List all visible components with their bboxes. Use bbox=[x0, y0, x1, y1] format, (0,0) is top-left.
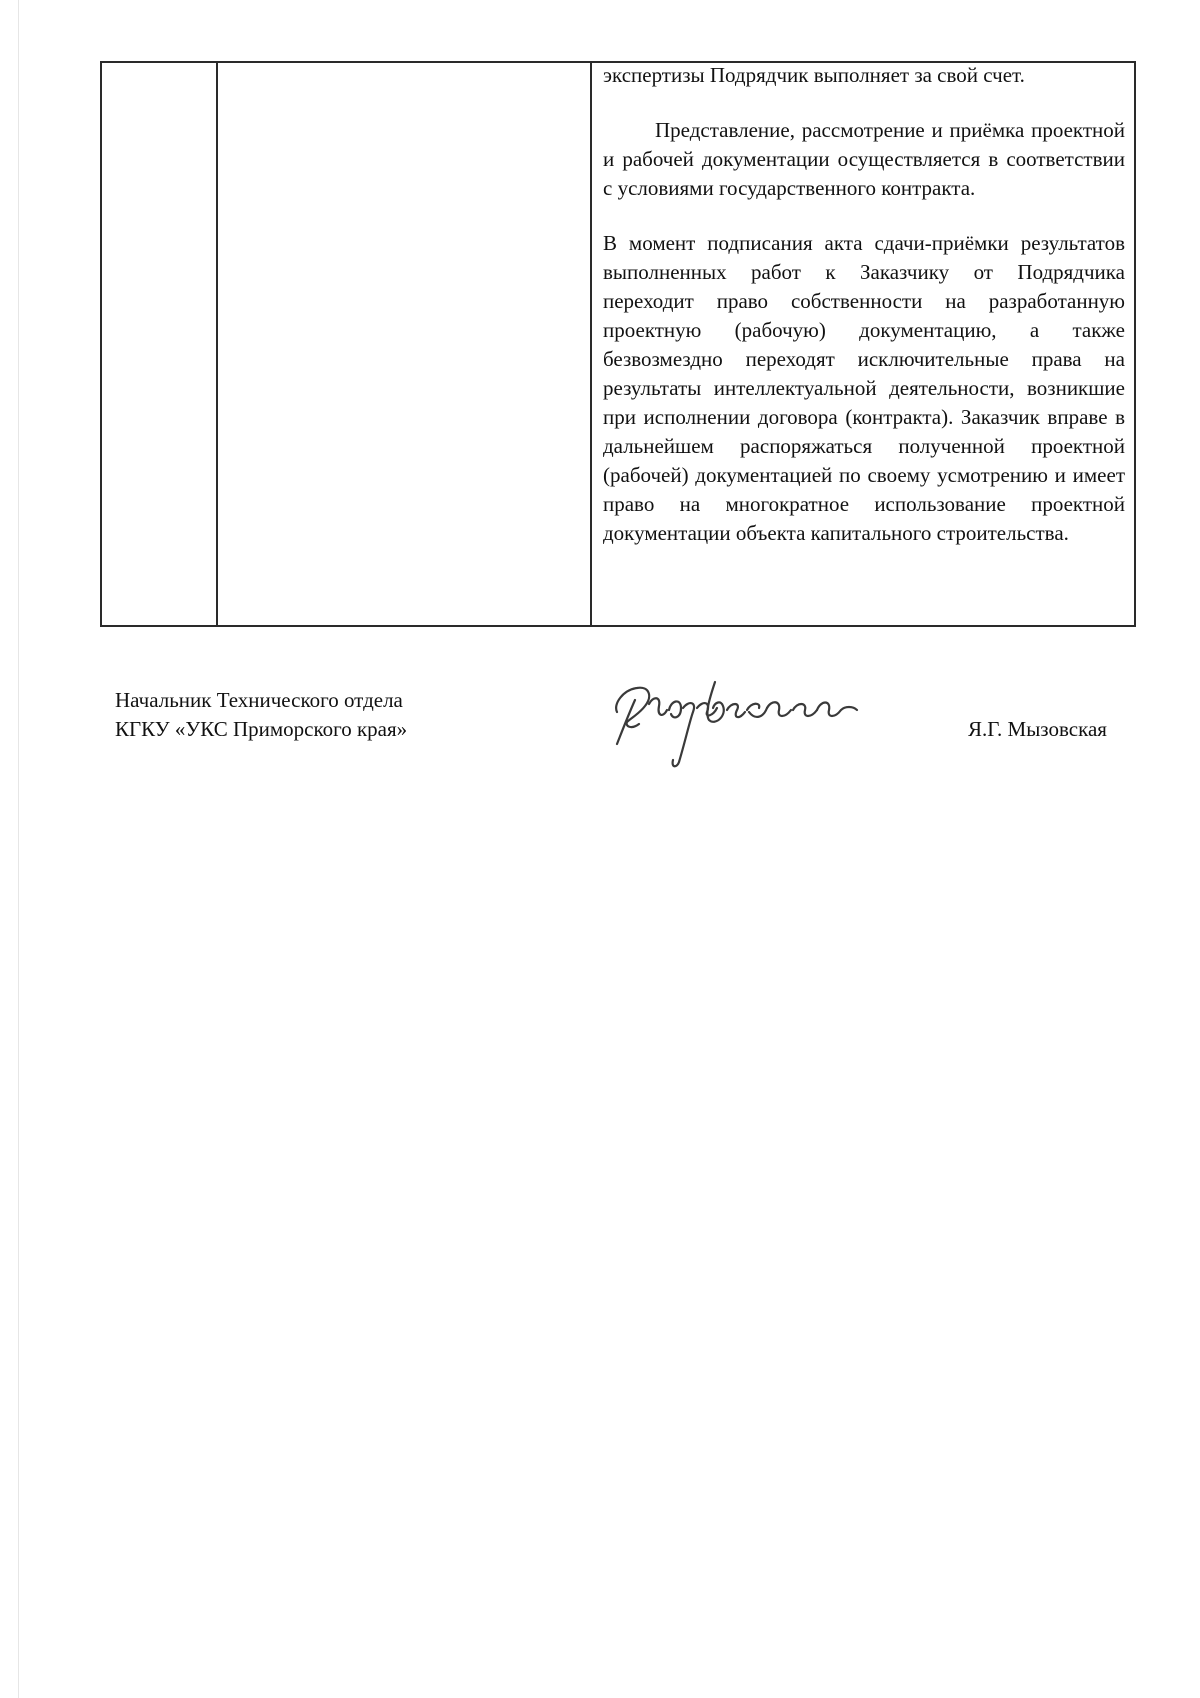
column-divider bbox=[590, 63, 592, 625]
scan-edge-line bbox=[18, 0, 19, 1698]
cell-paragraph-review: Представление, рассмотрение и приёмка проектной и рабочей документации осуществляется в соответствии с условиями государственного контракта. bbox=[603, 118, 1125, 200]
signer-name: Я.Г. Мызовская bbox=[968, 717, 1107, 741]
cell-paragraph-ownership: В момент подписания акта сдачи-приёмки результатов выполненных работ к Заказчику от Подрядчика переходит право собственности на разработанную проектную (рабочую) документацию, а также безвозмездно переходят исключительные права на результаты интеллектуальной деятельности, возникшие при исполнении договора (контракта). Заказчик вправе в дальнейшем распоряжаться полученной проектной (рабочей) документацией по своему усмотрению и имеет право на многократное использование проектной документации объекта капитального строительства. bbox=[603, 231, 1125, 545]
column-divider bbox=[216, 63, 218, 625]
handwritten-signature bbox=[605, 660, 905, 780]
position-line-2: КГКУ «УКС Приморского края» bbox=[115, 717, 408, 741]
signatory-position bbox=[115, 686, 407, 744]
requirements-table bbox=[100, 61, 1136, 627]
cell-paragraph-expertise: экспертизы Подрядчик выполняет за свой счет. bbox=[603, 63, 1025, 87]
table-cell-description bbox=[603, 63, 1125, 548]
position-line-1: Начальник Технического отдела bbox=[115, 688, 403, 712]
